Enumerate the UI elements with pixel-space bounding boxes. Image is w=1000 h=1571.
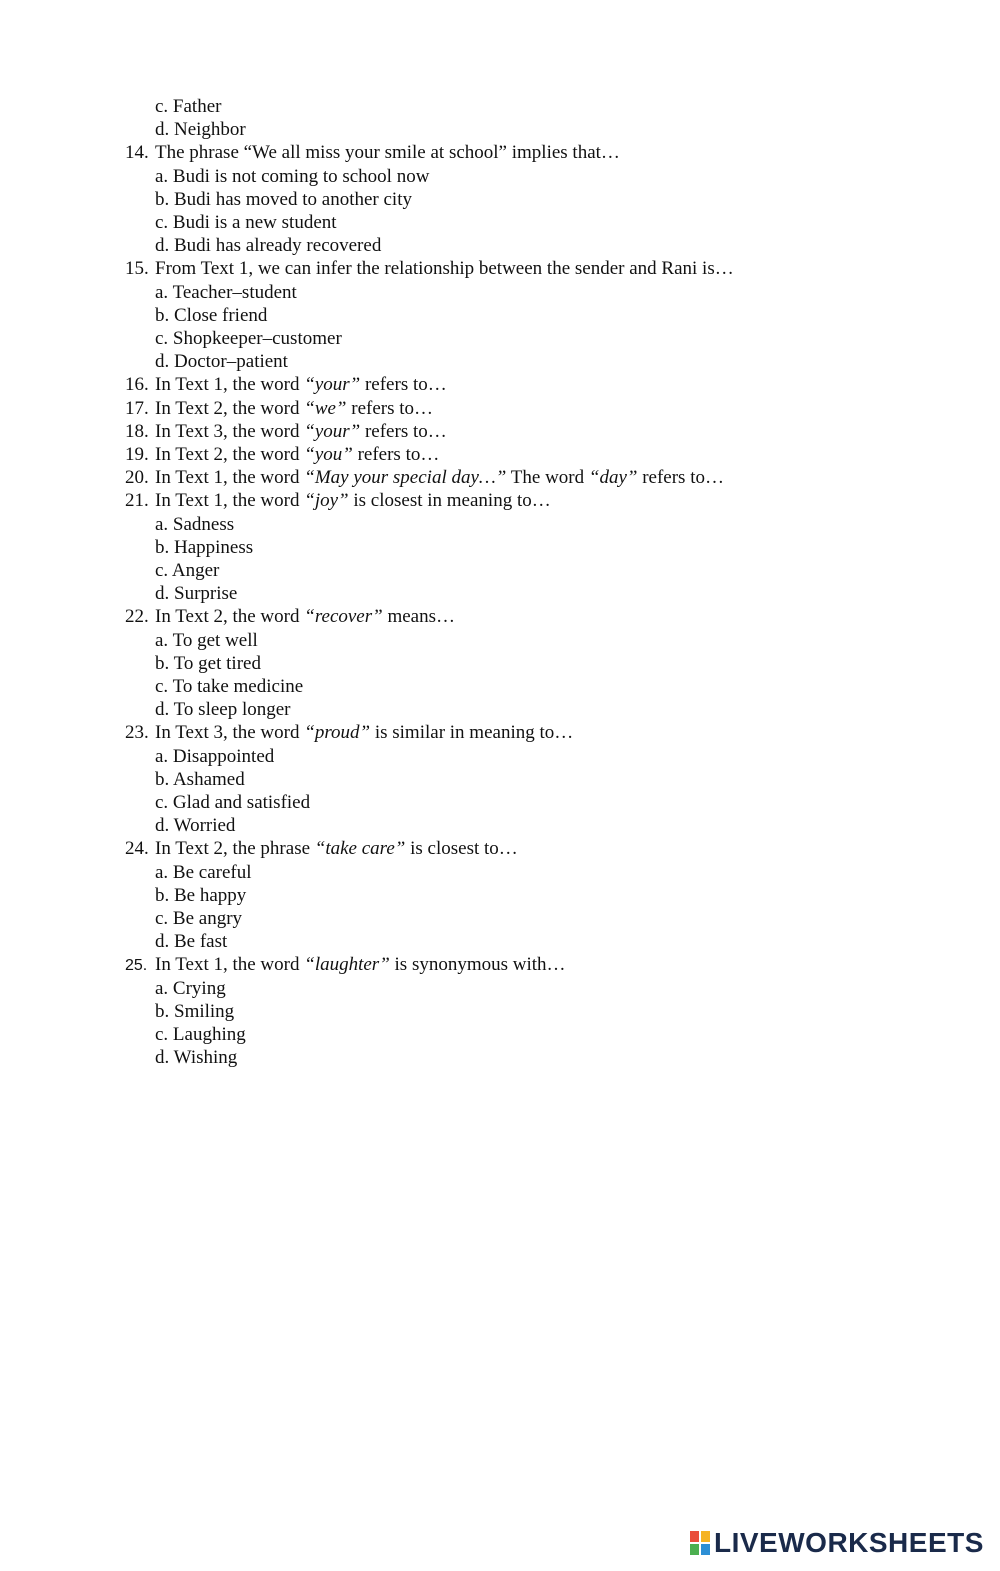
- answer-option: d. To sleep longer: [155, 699, 291, 721]
- answer-option: d. Budi has already recovered: [155, 235, 382, 257]
- answer-option: c. To take medicine: [155, 676, 304, 697]
- answer-option: d. Surprise: [155, 583, 238, 605]
- answer-option: c. Laughing: [155, 1024, 246, 1045]
- quoted-term: “day”: [588, 467, 638, 489]
- question-text: In Text 2, the word: [155, 397, 305, 419]
- answer-option: b. Be happy: [155, 884, 247, 906]
- answer-option: c. Shopkeeper–customer: [155, 328, 342, 349]
- answer-option: d. Neighbor: [155, 119, 246, 141]
- question-text: In Text 3, the word: [155, 420, 305, 442]
- quoted-term: “joy”: [304, 490, 349, 512]
- question-item: [125, 489, 551, 512]
- question-number: 16.: [125, 374, 149, 396]
- liveworksheets-logo: [690, 1527, 990, 1559]
- question-text: In Text 2, the word: [155, 444, 305, 465]
- question-text: In Text 2, the word: [155, 606, 305, 628]
- question-text: means…: [382, 606, 455, 628]
- question-text: is closest to…: [405, 838, 518, 860]
- question-text: The word: [506, 467, 589, 489]
- answer-option: b. To get tired: [155, 652, 261, 674]
- question-text: refers to…: [360, 420, 447, 442]
- question-number: 20.: [125, 467, 149, 489]
- logo-tile: [690, 1544, 699, 1555]
- question-text: refers to…: [360, 374, 447, 396]
- question-text: refers to…: [352, 444, 440, 465]
- question-item: [125, 953, 566, 977]
- answer-option: b. Ashamed: [155, 768, 245, 790]
- answer-option: c. Father: [155, 96, 222, 117]
- answer-option: c. Glad and satisfied: [155, 792, 311, 813]
- answer-option: c. Anger: [155, 560, 220, 581]
- answer-option: c. Budi is a new student: [155, 212, 337, 233]
- question-item: [125, 141, 620, 164]
- question-item: [125, 837, 518, 860]
- logo-tile: [701, 1544, 710, 1555]
- answer-option: d. Worried: [155, 815, 236, 837]
- question-number: 18.: [125, 420, 149, 442]
- question-text: In Text 2, the phrase: [155, 838, 315, 860]
- question-item: [125, 373, 447, 396]
- answer-option: c. Be angry: [155, 908, 243, 929]
- question-item: [125, 605, 455, 628]
- quoted-term: “your”: [304, 420, 361, 442]
- logo-tile: [690, 1531, 699, 1542]
- answer-option: d. Be fast: [155, 931, 228, 953]
- question-item: [125, 257, 734, 280]
- question-text: From Text 1, we can infer the relationship between the sender and Rani is…: [155, 258, 734, 280]
- question-number: 17.: [125, 397, 149, 419]
- question-text: is closest in meaning to…: [348, 490, 551, 512]
- question-item: [125, 443, 439, 466]
- answer-option: a. Sadness: [155, 513, 235, 535]
- question-text: In Text 1, the word: [155, 374, 305, 396]
- answer-option: b. Smiling: [155, 1000, 235, 1022]
- answer-option: a. To get well: [155, 629, 258, 651]
- question-number: 14.: [125, 142, 149, 164]
- question-text: is similar in meaning to…: [370, 722, 574, 744]
- quoted-term: “we”: [304, 397, 347, 419]
- question-text: In Text 1, the word: [155, 490, 305, 512]
- logo-tile: [701, 1531, 710, 1542]
- answer-option: b. Budi has moved to another city: [155, 188, 412, 210]
- liveworksheets-logo-icon: [690, 1531, 710, 1555]
- answer-option: d. Wishing: [155, 1047, 238, 1069]
- quoted-term: “take care”: [314, 838, 406, 860]
- answer-option: b. Close friend: [155, 304, 268, 326]
- answer-option: d. Doctor–patient: [155, 351, 288, 373]
- answer-option: a. Budi is not coming to school now: [155, 165, 430, 187]
- question-text: In Text 3, the word: [155, 722, 305, 744]
- question-text: is synonymous with…: [389, 954, 566, 976]
- answer-option: a. Disappointed: [155, 745, 275, 767]
- question-number: 25.: [125, 957, 148, 975]
- question-text: refers to…: [637, 467, 724, 489]
- question-item: [125, 466, 724, 489]
- quoted-term: “your”: [304, 374, 361, 396]
- question-item: [125, 397, 433, 420]
- question-number: 19.: [125, 444, 149, 465]
- question-item: [125, 420, 447, 443]
- answer-option: b. Happiness: [155, 536, 254, 558]
- quoted-term: “May your special day…”: [304, 467, 507, 489]
- question-text: refers to…: [346, 397, 434, 419]
- question-number: 23.: [125, 722, 149, 744]
- question-number: 24.: [125, 838, 149, 860]
- answer-option: a. Teacher–student: [155, 281, 297, 303]
- question-number: 21.: [125, 490, 149, 512]
- quoted-term: “you”: [304, 444, 353, 465]
- question-text: In Text 1, the word: [155, 954, 305, 976]
- quoted-term: “proud”: [304, 722, 371, 744]
- question-number: 22.: [125, 606, 149, 628]
- liveworksheets-logo-text: LIVEWORKSHEETS: [714, 1527, 984, 1558]
- question-number: 15.: [125, 258, 149, 280]
- question-text: The phrase “We all miss your smile at school” implies that…: [155, 142, 620, 164]
- answer-option: a. Be careful: [155, 861, 252, 883]
- question-text: In Text 1, the word: [155, 467, 305, 489]
- question-item: [125, 721, 573, 744]
- answer-option: a. Crying: [155, 977, 226, 999]
- quoted-term: “recover”: [304, 606, 383, 628]
- quoted-term: “laughter”: [304, 954, 390, 976]
